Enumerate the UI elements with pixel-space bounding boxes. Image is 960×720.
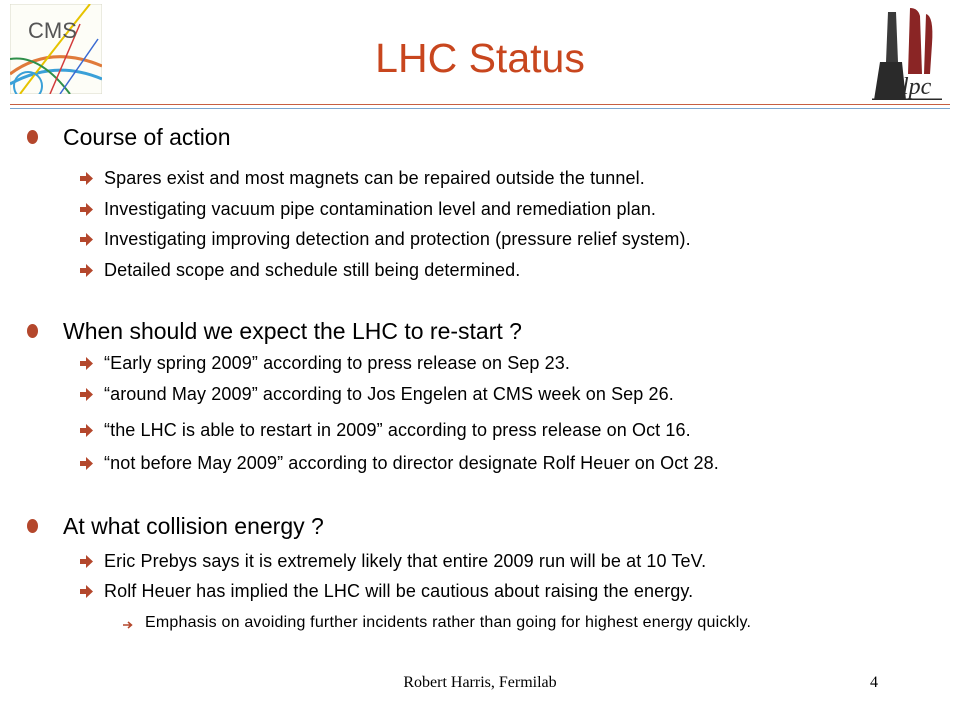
- list-item: Investigating vacuum pipe contamination level and remediation plan.: [104, 199, 657, 219]
- list-item: “Early spring 2009” according to press release on Sep 23.: [104, 353, 570, 373]
- slide-title: LHC Status: [375, 35, 585, 81]
- arrow-bullet-icon: [80, 264, 93, 277]
- footer-author: Robert Harris, Fermilab: [403, 674, 557, 691]
- small-arrow-bullet-icon: [123, 620, 133, 630]
- list-item: Eric Prebys says it is extremely likely that entire 2009 run will be at 10 TeV.: [104, 551, 707, 571]
- arrow-bullet-icon: [80, 555, 93, 568]
- title-rule-bottom: [10, 108, 950, 109]
- arrow-bullet-icon: [80, 585, 93, 598]
- list-item: Rolf Heuer has implied the LHC will be cautious about raising the energy.: [104, 581, 694, 601]
- list-item: “around May 2009” according to Jos Engelen at CMS week on Sep 26.: [104, 384, 674, 404]
- section-heading: At what collision energy ?: [63, 513, 324, 539]
- svg-text:lpc: lpc: [902, 74, 932, 100]
- list-item: “the LHC is able to restart in 2009” according to press release on Oct 16.: [104, 420, 691, 440]
- arrow-bullet-icon: [80, 357, 93, 370]
- title-rule-top: [10, 104, 950, 105]
- arrow-bullet-icon: [80, 172, 93, 185]
- arrow-bullet-icon: [80, 388, 93, 401]
- list-item: “not before May 2009” according to director designate Rolf Heuer on Oct 28.: [104, 453, 719, 473]
- bullet-icon: [27, 130, 38, 144]
- section-heading: When should we expect the LHC to re-start ?: [63, 318, 522, 344]
- arrow-bullet-icon: [80, 457, 93, 470]
- bullet-icon: [27, 519, 38, 533]
- page-number: 4: [870, 674, 878, 691]
- bullet-icon: [27, 324, 38, 338]
- arrow-bullet-icon: [80, 203, 93, 216]
- section-heading: Course of action: [63, 124, 231, 150]
- svg-text:CMS: CMS: [28, 18, 77, 43]
- arrow-bullet-icon: [80, 424, 93, 437]
- arrow-bullet-icon: [80, 233, 93, 246]
- list-item: Spares exist and most magnets can be repaired outside the tunnel.: [104, 168, 645, 188]
- sub-list-item: Emphasis on avoiding further incidents rather than going for highest energy quickly.: [145, 614, 752, 631]
- list-item: Investigating improving detection and protection (pressure relief system).: [104, 229, 691, 249]
- list-item: Detailed scope and schedule still being determined.: [104, 260, 521, 280]
